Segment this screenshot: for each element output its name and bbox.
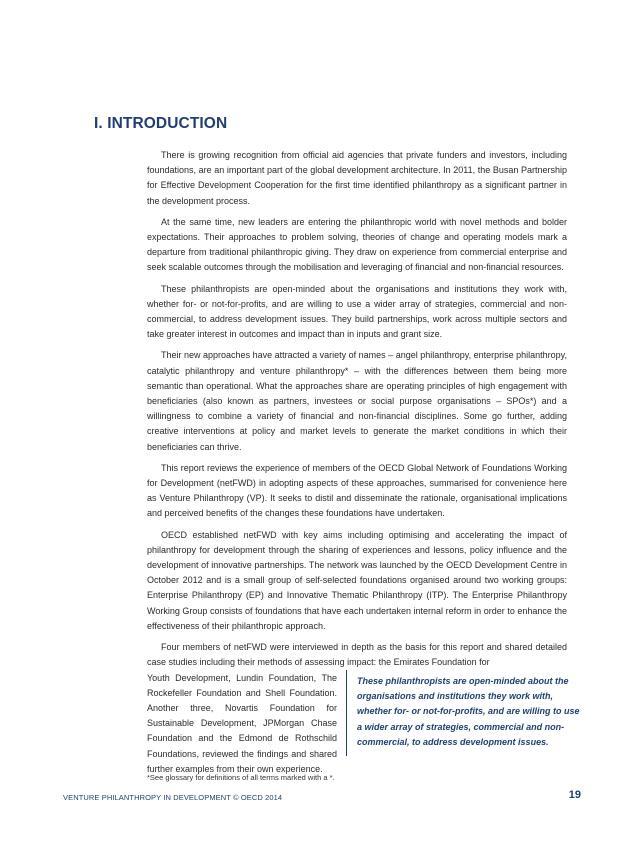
wrap-text: Youth Development, Lundin Foundation, The Rockefeller Foundation and Shell Foundation. Another three, Novartis Foundation for Sustainable Development, JPMorgan Chase Foundation and the Edmond de Rothschild Foundations, reviewed the findings and shared further examples from their own experience. — [147, 672, 337, 774]
pull-quote-text: These philanthropists are open-minded about the organisations and institutions they work with, whether for- or not-for-profits, and are willing to use a wider array of strategies, commercial and non-commercial, to address development issues. — [357, 676, 580, 747]
footnote: *See glossary for definitions of all terms marked with a *. — [147, 773, 335, 782]
paragraph-4: Their new approaches have attracted a variety of names – angel philanthropy, enterprise philanthropy, catalytic philanthropy and venture philanthropy* – with the differences between them being more semantic than operational. What the approaches share are operating principles of high engagement with beneficiaries (also known as partners, investees or social purpose organisations – SPOs*) and a willingness to combine a variety of financial and non-financial disciplines. Some go further, adding creative interventions at policy and market levels to generate the market conditions in which their beneficiaries can thrive. — [147, 350, 567, 452]
paragraph-6: OECD established netFWD with key aims including optimising and accelerating the impact of philanthropy for development through the sharing of experiences and lessons, policy influence and the development of innovative partnerships. The network was launched by the OECD Development Centre in October 2012 and is a small group of self-selected foundations organised around two working groups: Enterprise Philanthropy (EP) and Innovative Thematic Philanthropy (ITP). The Enterprise Philanthropy Working Group consists of foundations that have each undertaken internal reform in order to enhance the effectiveness of their philanthropic approach. — [147, 529, 567, 631]
paragraph-7: Four members of netFWD were interviewed in depth as the basis for this report and shared detailed case studies including their methods of assessing impact: the Emirates Foundation for — [147, 642, 567, 668]
paragraph-7-continued — [147, 671, 337, 777]
footer-text: VENTURE PHILANTHROPY IN DEVELOPMENT © OECD 2014 — [63, 793, 283, 802]
pull-quote — [346, 670, 581, 756]
page-number: 19 — [568, 789, 581, 801]
paragraph-1: There is growing recognition from official aid agencies that private funders and investors, including foundations, are an important part of the global development architecture. In 2011, the Busan Partnership for Effective Development Cooperation for the first time identified philanthropy as a significant partner in the development process. — [147, 150, 567, 206]
section-heading: I. INTRODUCTION — [94, 115, 228, 132]
paragraph-2: At the same time, new leaders are entering the philanthropic world with novel methods and bolder expectations. Their approaches to problem solving, theories of change and operating models mark a departure from traditional philanthropic giving. They draw on experience from commercial enterprise and seek scalable outcomes through the mobilisation and leveraging of financial and non-financial resources. — [147, 216, 567, 273]
paragraph-5: This report reviews the experience of members of the OECD Global Network of Foundations Working for Development (netFWD) in adopting aspects of these approaches, summarised for convenience here as Venture Philanthropy (VP). It seeks to distil and disseminate the rationale, organisational implications and perceived benefits of the changes these foundations have undertaken. — [147, 462, 567, 519]
paragraph-3: These philanthropists are open-minded about the organisations and institutions they work with, whether for- or not-for-profits, and are willing to use a wider array of strategies, commercial and non-commercial, to address development issues. They build partnerships, work across multiple sectors and take greater interest in outcomes and impact than in inputs and grant size. — [147, 283, 567, 340]
